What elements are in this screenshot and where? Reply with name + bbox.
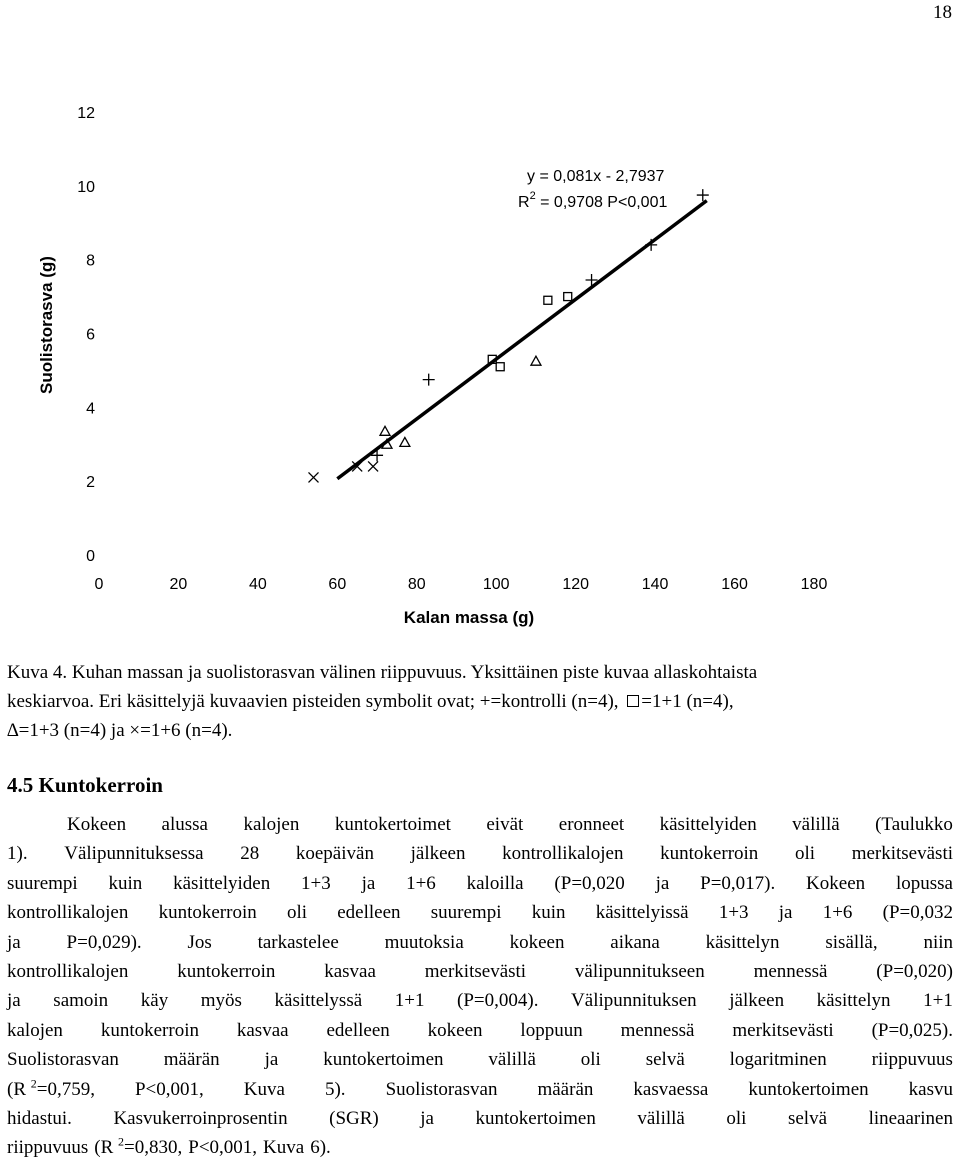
body-word: kasvaa: [236, 1019, 289, 1041]
page-number: 18: [933, 2, 952, 23]
body-word: Jos: [187, 931, 212, 953]
body-word: P<0,001,: [134, 1078, 204, 1100]
cross-point: [309, 472, 319, 482]
body-word: kokeen: [509, 931, 565, 953]
body-word: ja: [361, 872, 376, 894]
body-word: käsittelyssä: [274, 990, 363, 1012]
body-word: Kokeen: [67, 814, 127, 835]
x-tick-label: 120: [562, 576, 590, 593]
body-line: [7, 986, 953, 1015]
body-word: logaritminen: [729, 1049, 827, 1071]
x-tick-label: 60: [328, 576, 347, 593]
body-word: kontrollikalojen: [7, 902, 129, 924]
body-word: Kasvukerroinprosentin: [113, 1108, 288, 1130]
body-word: oli: [286, 902, 308, 924]
body-word: määrän: [163, 1049, 220, 1071]
y-tick-label: 6: [86, 326, 95, 344]
body-word: välillä: [792, 814, 840, 835]
regression-equation: y = 0,081x - 2,7937: [527, 168, 665, 185]
square-point: [544, 296, 552, 304]
triangle-point: [531, 356, 541, 365]
body-word: eivät: [486, 814, 524, 835]
body-word: ja: [778, 902, 793, 924]
body-word: P=0,017).: [700, 872, 776, 894]
body-word: kasvaessa: [633, 1078, 709, 1100]
x-tick-label: 0: [94, 576, 104, 593]
figure-caption: [7, 658, 953, 745]
body-word: kuntokerroin: [660, 843, 759, 865]
body-word: kokeen: [427, 1019, 483, 1041]
cross-point: [368, 461, 378, 471]
body-word: ja: [7, 931, 21, 953]
y-tick-label: 2: [86, 474, 95, 492]
body-word: 1+6: [822, 902, 853, 924]
x-tick-label: 80: [407, 576, 426, 593]
body-word: (P=0,025).: [871, 1019, 953, 1041]
y-tick-label: 10: [77, 178, 95, 196]
body-word: ja: [420, 1108, 434, 1130]
body-word: 6).: [310, 1137, 331, 1159]
body-word: jälkeen: [729, 990, 785, 1012]
caption-line-3: ∆=1+3 (n=4) ja ×=1+6 (n=4).: [7, 720, 233, 741]
y-tick-label: 12: [77, 105, 95, 122]
caption-line-2: keskiarvoa. Eri käsittelyjä kuvaavien pisteiden symbolit ovat; +=kontrolli (n=4), =1+1 (n=4),: [7, 691, 734, 712]
cross-symbol-icon: ×: [129, 720, 141, 741]
body-word: Suolistorasvan: [385, 1078, 498, 1100]
x-tick-label: 140: [641, 576, 669, 593]
body-word: kaloilla: [466, 872, 524, 894]
body-word: muutoksia: [384, 931, 464, 953]
body-word: Välipunnituksen: [571, 990, 697, 1012]
body-word: (P=0,020: [554, 872, 625, 894]
body-word: mennessä: [753, 961, 828, 983]
body-word: suurempi: [7, 872, 78, 894]
body-line: [7, 1104, 953, 1133]
body-word: 1).: [7, 843, 28, 865]
body-word: riippuvuus: [7, 1137, 89, 1159]
body-word: kasvu: [908, 1078, 953, 1100]
body-word: käsittelyn: [816, 990, 891, 1012]
body-word: lopussa: [895, 872, 953, 894]
body-word: P<0,001,: [188, 1137, 258, 1159]
y-axis-title: Suolistorasva (g): [37, 256, 56, 394]
square-point: [496, 363, 504, 371]
body-word: määrän: [537, 1078, 594, 1100]
body-word: kuntokertoimen: [475, 1108, 596, 1130]
y-tick-label: 0: [86, 548, 95, 565]
body-word: selvä: [645, 1049, 685, 1071]
body-line: [7, 1016, 953, 1045]
body-word: lineaarinen: [868, 1108, 953, 1130]
x-tick-label: 20: [169, 576, 188, 593]
body-word: samoin: [53, 990, 109, 1012]
body-word: kuntokertoimet: [334, 814, 451, 835]
body-word: ja: [264, 1049, 279, 1071]
body-word: kuin: [531, 902, 566, 924]
body-word: käsittelyn: [705, 931, 780, 953]
body-line: [7, 1075, 953, 1104]
body-word: 5).: [324, 1078, 346, 1100]
body-word: välillä: [488, 1049, 536, 1071]
body-word: 1+6: [406, 872, 436, 894]
body-word: mennessä: [620, 1019, 695, 1041]
body-word: 1+3: [718, 902, 749, 924]
body-word: edelleen: [326, 1019, 390, 1041]
body-word: kuntokertoimen: [748, 1078, 869, 1100]
body-line: [7, 957, 953, 986]
square-point: [564, 293, 572, 301]
plus-point: [697, 189, 709, 201]
body-word: Kokeen: [806, 872, 866, 894]
body-word: Suolistorasvan: [7, 1049, 119, 1071]
body-word: edelleen: [337, 902, 401, 924]
body-word: kontrollikalojen: [502, 843, 624, 865]
body-word: käsittelyiden: [659, 814, 757, 835]
body-word: kuntokerroin: [100, 1019, 199, 1041]
body-word: (P=0,032: [882, 902, 953, 924]
body-word: eronneet: [558, 814, 625, 835]
body-word: (R $^2$=0,759,: [7, 1076, 95, 1100]
body-word: käsittelyissä: [595, 902, 689, 924]
body-word: tarkastelee: [257, 931, 339, 953]
body-word: jälkeen: [410, 843, 466, 865]
triangle-point: [380, 426, 390, 435]
body-word: merkitsevästi: [424, 961, 527, 983]
body-word: suurempi: [430, 902, 502, 924]
x-axis-title: Kalan massa (g): [403, 608, 535, 627]
regression-r2: $R^2 = 0,9708$ P<0,001: [518, 190, 668, 211]
x-tick-label: 100: [482, 576, 510, 593]
body-line: [7, 869, 953, 898]
body-word: aikana: [610, 931, 660, 953]
body-word: käy: [140, 990, 169, 1012]
body-word: kuin: [108, 872, 143, 894]
body-word: loppuun: [520, 1019, 583, 1041]
body-line: [7, 928, 953, 957]
body-word: Kuva: [243, 1078, 285, 1100]
body-word: alussa: [161, 814, 208, 835]
body-word: ja: [7, 990, 21, 1012]
body-line: [7, 839, 953, 868]
section-heading: 4.5 Kuntokerroin: [7, 773, 163, 797]
body-word: kasvaa: [324, 961, 376, 983]
body-word: selvä: [787, 1108, 828, 1130]
body-word: (R $^2$=0,830,: [94, 1135, 183, 1159]
triangle-symbol-icon: ∆: [7, 720, 19, 741]
y-tick-label: 8: [86, 252, 95, 270]
body-word: 28: [240, 843, 260, 865]
plus-point: [423, 374, 435, 386]
x-tick-label: 160: [721, 576, 748, 593]
body-line: [7, 1045, 953, 1074]
caption-line-1: Kuva 4. Kuhan massan ja suolistorasvan välinen riippuvuus. Yksittäinen piste kuvaa allaskohtaista: [7, 662, 758, 683]
body-paragraph: [7, 810, 953, 1163]
body-word: kalojen: [243, 814, 300, 835]
body-word: koepäivän: [295, 843, 374, 865]
body-line: [7, 898, 953, 927]
y-tick-label: 4: [86, 400, 95, 418]
body-word: 1+1: [923, 990, 953, 1012]
body-word: (SGR): [329, 1108, 379, 1130]
body-word: merkitsevästi: [851, 843, 953, 865]
body-word: oli: [580, 1049, 601, 1071]
body-line: [7, 810, 953, 839]
body-word: oli: [794, 843, 816, 865]
body-word: (P=0,004).: [457, 990, 539, 1012]
body-word: kuntokerroin: [177, 961, 276, 983]
body-word: oli: [726, 1108, 747, 1130]
body-line: [7, 1133, 953, 1162]
body-word: riippuvuus: [871, 1049, 953, 1071]
body-word: Kuva: [263, 1137, 305, 1159]
body-word: 1+1: [394, 990, 425, 1012]
body-word: kontrollikalojen: [7, 961, 129, 983]
x-tick-label: 40: [248, 576, 267, 593]
body-word: hidastui.: [7, 1108, 72, 1130]
body-word: niin: [923, 931, 953, 953]
body-word: (P=0,020): [876, 961, 953, 983]
body-word: käsittelyiden: [173, 872, 271, 894]
body-word: kalojen: [7, 1019, 63, 1041]
triangle-point: [400, 437, 410, 446]
body-word: välipunnitukseen: [574, 961, 705, 983]
body-word: (Taulukko: [875, 814, 953, 835]
x-tick-label: 180: [800, 576, 828, 593]
body-word: sisällä,: [825, 931, 878, 953]
body-word: kuntokerroin: [158, 902, 257, 924]
body-word: P=0,029).: [66, 931, 142, 953]
body-word: myös: [200, 990, 242, 1012]
body-word: ja: [655, 872, 670, 894]
body-word: merkitsevästi: [732, 1019, 834, 1041]
body-word: 1+3: [301, 872, 331, 894]
body-word: kuntokertoimen: [323, 1049, 444, 1071]
body-word: Välipunnituksessa: [64, 843, 204, 865]
body-word: välillä: [637, 1108, 685, 1130]
square-symbol-icon: [627, 695, 639, 707]
